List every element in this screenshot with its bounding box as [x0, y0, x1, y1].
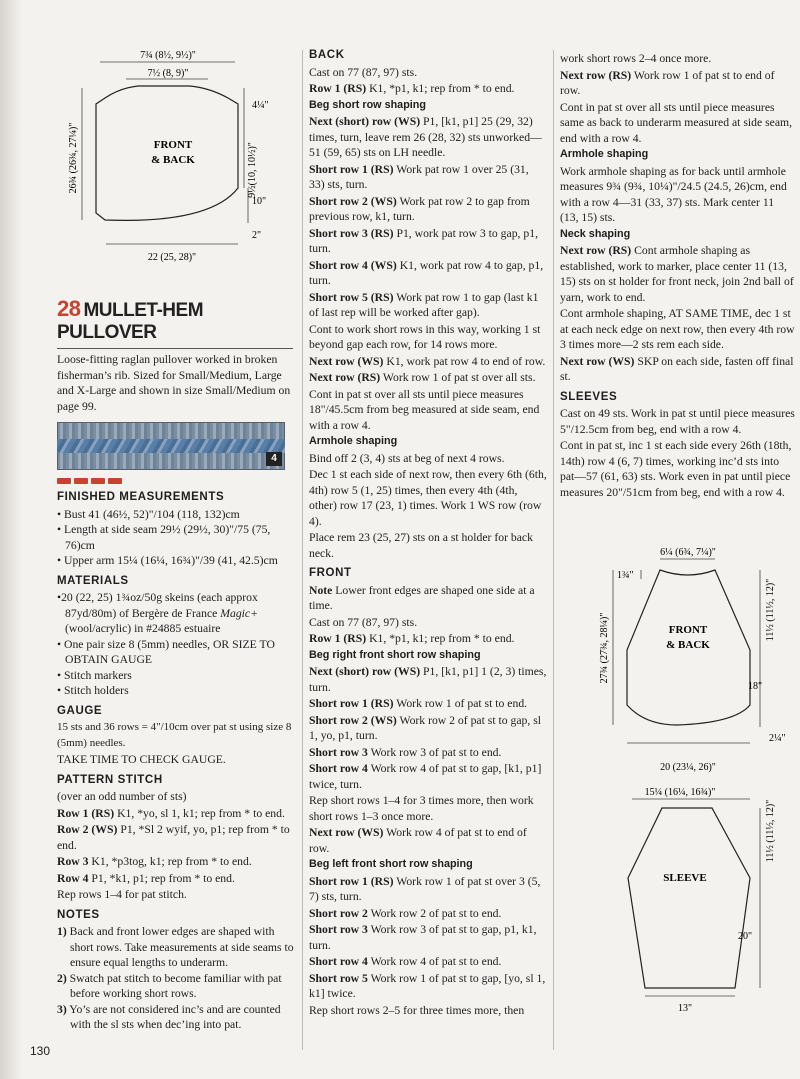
pattern-title-text: MULLET-HEM PULLOVER: [57, 300, 204, 343]
notes-list: [57, 924, 295, 1033]
column-2: [309, 48, 547, 1019]
front-row1: Row 1 (RS) K1, *p1, k1; rep from * to end.: [309, 632, 515, 645]
front-right-s1: Short row 1 (RS) Work row 1 of pat st to end.: [309, 697, 528, 710]
finished-list: [57, 507, 295, 569]
materials-yarn: •20 (22, 25) 1¾oz/50g skeins (each approx 87yd/80m) of Bergère de France Magic+ (wool/acrylic) in #24885 estuaire: [57, 591, 258, 635]
gauge-text: 15 sts and 36 rows = 4"/10cm over pat st using size 8 (5mm) needles.: [57, 721, 292, 749]
front-continue-wrap: work short rows 2–4 once more.: [560, 52, 712, 65]
front-next-rs: Next row (RS) Work row 1 of pat st to end of row.: [560, 68, 775, 97]
materials-list: [57, 590, 295, 699]
neck-shaping-heading: Neck shaping: [560, 227, 631, 240]
pattern-intro: Loose-fitting raglan pullover worked in broken fisherman’s rib. Sized for Small/Medium, Large and X-Large and shown in size Small/Medium on page 99.: [57, 353, 291, 413]
sleeve-length: 20": [738, 931, 753, 942]
schematic-side-length: 10": [252, 196, 267, 207]
fb-label-back: & BACK: [666, 639, 710, 651]
front-back-schematic: [585, 545, 800, 780]
sleeve-schematic: [600, 783, 800, 1018]
neck-skp: Next row (WS) SKP on each side, fasten off final st.: [560, 354, 794, 383]
front-left-s4: Short row 4 Work row 4 of pat st to end.: [309, 955, 502, 968]
back-continue-2: Cont in pat st over all sts until piece measures 18"/45.5cm from beg measured at side seam, end with a row 4.: [309, 387, 540, 432]
front-continue: Cont in pat st over all sts until piece measures same as back to underarm measured at side seam, end with a row 4.: [560, 100, 793, 145]
fb-top-width: 6¼ (6¾, 7¼)": [660, 547, 716, 558]
pattern-stitch-row4: Row 4 P1, *k1, p1; rep from * to end.: [57, 871, 235, 885]
back-place: Place rem 23 (25, 27) sts on a st holder for back neck.: [309, 531, 533, 560]
pattern-stitch-row3: Row 3 K1, *p3tog, k1; rep from * to end.: [57, 855, 252, 868]
back-heading: BACK: [309, 49, 345, 61]
pattern-number: 28: [57, 296, 81, 321]
fb-raglan: 11½ (11½, 12)": [765, 578, 776, 642]
back-continue: Cont to work short rows in this way, working 1 st beyond gap each row, for 14 rows more.: [309, 322, 541, 351]
front-right-s2: Short row 2 (WS) Work row 2 of pat st to gap, sl 1, yo, p1, turn.: [309, 713, 542, 742]
back-decrease: Dec 1 st each side of next row, then every 6th (6th, 4th) row 5 (1, 25) times, then every 4th (4th, other) row 17 (23, 1) times. Work 1 WS row (row 4).: [309, 468, 547, 528]
back-short-row-3: Short row 3 (RS) P1, work pat row 3 to gap, p1, turn.: [309, 226, 538, 255]
fb-neck-drop: 1¾": [617, 570, 634, 581]
page-number: 130: [30, 1044, 51, 1058]
pattern-title: [57, 298, 295, 344]
sleeves-cast-on: Cast on 49 sts. Work in pat st until piece measures 5"/12.5cm from beg, end with a row 4.: [560, 407, 795, 436]
back-armhole-heading: Armhole shaping: [309, 435, 398, 447]
column-3: [560, 51, 795, 501]
front-left-s3: Short row 3 Work row 3 of pat st to gap, p1, k1, turn.: [309, 923, 537, 952]
skill-level-bars: [57, 478, 295, 484]
back-short-row-4: Short row 4 (WS) K1, work pat row 4 to gap, p1, turn.: [309, 258, 544, 287]
gauge-heading: GAUGE: [57, 704, 103, 717]
schematic-top-width: 7¾ (8½, 9½)": [140, 50, 196, 61]
materials-heading: MATERIALS: [57, 574, 129, 587]
pattern-stitch-row1: Row 1 (RS) K1, *yo, sl 1, k1; rep from * to end.: [57, 806, 285, 820]
note-1: 1) Back and front lower edges are shaped with short rows. Take measurements at side seams to ensure equal lengths to underarm.: [57, 925, 294, 969]
sleeves-heading: SLEEVES: [560, 390, 618, 403]
front-right-repeat: Rep short rows 1–4 for 3 times more, then work short rows 1–3 once more.: [309, 794, 534, 823]
skill-level-badge: 4: [266, 452, 282, 466]
sleeve-cap: 11½ (11½, 12)": [765, 799, 776, 863]
stitch-swatch-photo: [57, 422, 285, 470]
schematic-bottom-width: 22 (25, 28)": [147, 252, 197, 263]
schematic-label-back: & BACK: [151, 154, 195, 166]
finished-upper-arm: • Upper arm 15¼ (16¼, 16¾)"/39 (41, 42.5)cm: [57, 554, 278, 567]
back-bind-off: Bind off 2 (3, 4) sts at beg of next 4 rows.: [309, 451, 505, 465]
page-gutter: [0, 0, 22, 1079]
column-divider: [553, 50, 554, 1050]
back-next-rs: Next row (RS) Work row 1 of pat st over all sts.: [309, 371, 536, 384]
pattern-stitch-repeat: Rep rows 1–4 for pat stitch.: [57, 888, 187, 901]
fb-side: 18": [748, 681, 763, 692]
back-cast-on: Cast on 77 (87, 97) sts.: [309, 65, 418, 79]
back-next-ws: Next row (WS) K1, work pat row 4 to end of row.: [309, 354, 546, 368]
column-divider: [302, 50, 303, 1050]
note-3: 3) Yo’s are not considered inc’s and are counted with the sl sts when dec’ing into pat.: [57, 1002, 281, 1031]
front-note: Note Lower front edges are shaped one side at a time.: [309, 583, 535, 612]
sleeve-bottom: 13": [677, 1003, 693, 1014]
front-armhole-text: Work armhole shaping as for back until armhole measures 9¾ (9¾, 10¼)"/24.5 (24.5, 26)cm, end with a row 4—31 (33, 37) sts. Mark center 11 (13, 15) sts.: [560, 164, 787, 224]
back-row1: Row 1 (RS) K1, *p1, k1; rep from * to end.: [309, 82, 515, 95]
front-right-s3: Short row 3 Work row 3 of pat st to end.: [309, 745, 502, 759]
front-heading: FRONT: [309, 567, 352, 579]
fb-hem: 2¼": [769, 733, 786, 744]
finished-heading: FINISHED MEASUREMENTS: [57, 491, 225, 503]
schematic-shoulder-drop: 4¼": [252, 100, 269, 111]
column-1: [57, 298, 295, 1033]
back-next-short-row: Next (short) row (WS) P1, [k1, p1] 25 (29, 32) times, turn, leave rem 26 (28, 32) sts unworked—51 (59, 65) sts on LH needle.: [309, 115, 542, 159]
pattern-stitch-heading: PATTERN STITCH: [57, 773, 163, 786]
sleeves-increase: Cont in pat st, inc 1 st each side every 26th (18th, 14th) row 4 (6, 7) times, working inc’d sts into pat—57 (61, 63) sts. Work even in pat until piece measures 20"/51cm from beg, end with a row 4.: [560, 439, 792, 499]
neck-continue: Cont armhole shaping, AT SAME TIME, dec 1 st at each neck edge on next row, then every 4th row 3 times more—2 sts rem each side.: [560, 307, 795, 351]
front-cast-on: Cast on 77 (87, 97) sts.: [309, 615, 418, 629]
fb-bottom: 20 (23¼, 26)": [660, 762, 716, 773]
sleeve-outline: [628, 808, 753, 988]
gauge-check: TAKE TIME TO CHECK GAUGE.: [57, 753, 226, 766]
front-left-heading: Beg left front short row shaping: [309, 858, 473, 870]
sleeve-label: SLEEVE: [663, 872, 707, 884]
pattern-stitch-row2: Row 2 (WS) P1, *Sl 2 wyif, yo, p1; rep from * to end.: [57, 823, 290, 852]
front-left-repeat: Rep short rows 2–5 for three times more, then: [309, 1003, 525, 1017]
body-schematic-top: [60, 48, 300, 268]
front-left-s1: Short row 1 (RS) Work row 1 of pat st over 3 (5, 7) sts, turn.: [309, 874, 541, 903]
back-short-row-1: Short row 1 (RS) Work pat row 1 over 25 (31, 33) sts, turn.: [309, 162, 529, 191]
materials-needles: • One pair size 8 (5mm) needles, OR SIZE TO OBTAIN GAUGE: [57, 637, 275, 666]
front-right-next-ws: Next row (WS) Work row 4 of pat st to end of row.: [309, 826, 527, 855]
front-left-s5: Short row 5 Work row 1 of pat st to gap, [yo, sl 1, k1] twice.: [309, 971, 546, 1000]
front-right-s4: Short row 4 Work row 4 of pat st to gap, [k1, p1] twice, turn.: [309, 762, 542, 791]
schematic-armhole-depth: 9½(10, 10½)": [247, 142, 258, 198]
schematic-label-front: FRONT: [153, 139, 193, 151]
back-short-row-heading: Beg short row shaping: [309, 98, 426, 111]
back-short-row-2: Short row 2 (WS) Work pat row 2 to gap from previous row, k1, turn.: [309, 194, 530, 223]
front-right-heading: Beg right front short row shaping: [309, 648, 481, 661]
finished-bust: • Bust 41 (46½, 52)"/104 (118, 132)cm: [57, 507, 240, 521]
fb-total: 27¾ (27¾, 28¼)": [599, 612, 610, 684]
pattern-stitch-note: (over an odd number of sts): [57, 790, 187, 803]
sleeve-top-width: 15¼ (16¼, 16¾)": [644, 787, 716, 798]
neck-next-row: Next row (RS) Cont armhole shaping as established, work to marker, place center 11 (13, 15) sts on st holder for front neck, join 2nd ball of yarn, work to end.: [560, 244, 794, 304]
front-left-s2: Short row 2 Work row 2 of pat st to end.: [309, 906, 502, 920]
swatch-twist: [57, 439, 285, 453]
title-rule: [57, 348, 293, 349]
front-armhole-heading: Armhole shaping: [560, 148, 649, 160]
finished-length: • Length at side seam 29½ (29½, 30)"/75 (75, 76)cm: [57, 523, 271, 552]
schematic-hem-drop: 2": [252, 230, 262, 241]
front-right-next: Next (short) row (WS) P1, [k1, p1] 1 (2, 3) times, turn.: [309, 665, 547, 694]
schematic-neck-width: 7½ (8, 9)": [147, 68, 189, 79]
notes-heading: NOTES: [57, 908, 100, 921]
fb-label-front: FRONT: [668, 624, 708, 636]
back-short-row-5: Short row 5 (RS) Work pat row 1 to gap (last k1 of last rep will be worked after gap).: [309, 290, 539, 319]
note-2: 2) Swatch pat stitch to become familiar with pat before working short rows.: [57, 971, 282, 1000]
schematic-total-length: 26¾ (26¾, 27¼)": [68, 122, 79, 194]
materials-holders: • Stitch holders: [57, 684, 129, 697]
materials-markers: • Stitch markers: [57, 668, 132, 682]
